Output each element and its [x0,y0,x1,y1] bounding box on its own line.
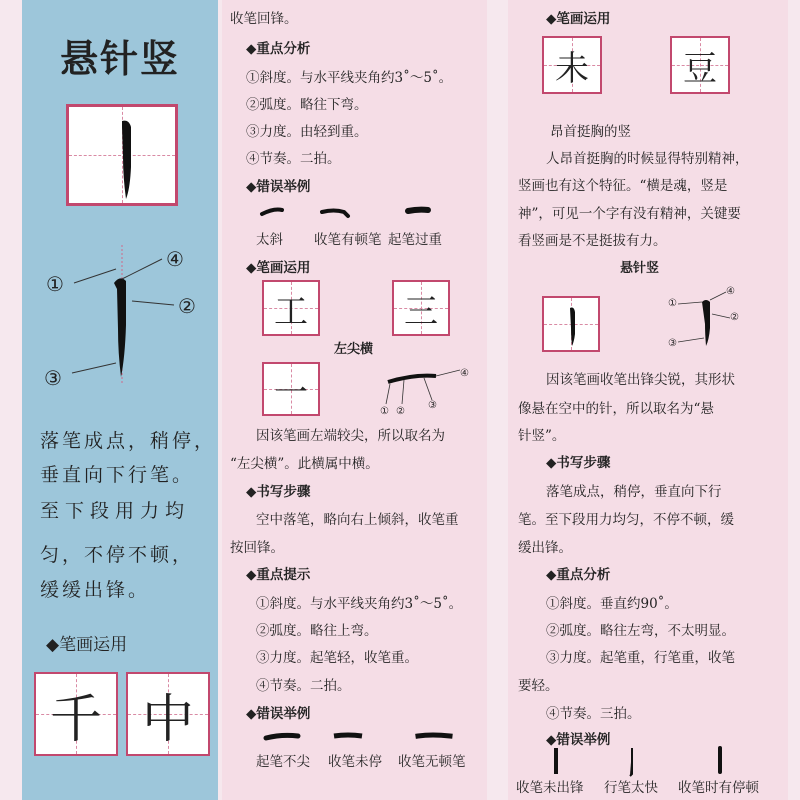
desc-line-3: 至下段用力均 [40,500,191,522]
usage-heading: ◆笔画运用 [46,635,128,655]
mid-heading-steps: ◆书写步骤 [246,484,311,500]
mid-error-label-1: 太斜 [256,232,283,248]
right-analysis-5: ④节奏。三拍。 [546,706,641,722]
right-error-strokes [508,744,788,778]
desc-line-4: 匀，不停不顿， [40,544,195,566]
mid-error-strokes-2 [222,726,487,756]
mid-para-2: “左尖横”。此横属中横。 [230,456,379,472]
mid-sub-callout-4: ④ [460,368,469,379]
mid-heading-points: ◆重点提示 [246,567,311,583]
right-usage-grid-2 [670,36,730,94]
callout-3: ③ [44,366,62,390]
mid-point-3: ③力度。起笔轻，收笔重。 [256,650,418,666]
right-error-label-3: 收笔时有停顿 [678,780,759,796]
mid-steps-2: 按回锋。 [230,540,284,556]
main-stroke-grid [66,104,178,206]
mid-point-4: ④节奏。二拍。 [256,678,351,694]
mid-error-label-3: 起笔过重 [388,232,442,248]
usage-char-1: 千 [49,689,102,750]
mid-error2-label-1: 起笔不尖 [256,754,310,770]
stroke-illustration [69,107,181,209]
right-analysis-4: 要轻。 [518,678,559,694]
right-usage-grid-1 [542,36,602,94]
right-para-7: 针竖”。 [518,428,566,444]
mid-heading-errors: ◆错误举例 [246,179,311,195]
desc-line-1: 落笔成点，稍停， [40,430,217,452]
mid-usage-grid-2 [392,280,450,336]
right-steps-1: 落笔成点，稍停，垂直向下行 [546,484,722,500]
mid-heading-analysis: ◆重点分析 [246,41,311,57]
mid-usage-grid-1 [262,280,320,336]
right-para-2: 竖画也有这个特征。“横是魂，竖是 [518,178,728,194]
mid-usage-char-1: 工 [274,291,308,332]
mid-analysis-3: ③力度。由轻到重。 [246,124,368,140]
right-heading-analysis: ◆重点分析 [546,567,611,583]
right-usage-char-1: 未 [555,48,589,89]
middle-column [222,0,487,800]
mid-heading-errors-2: ◆错误举例 [246,706,311,722]
right-heading-errors: ◆错误举例 [546,732,611,748]
right-heading-steps: ◆书写步骤 [546,455,611,471]
right-sub-callout-4: ④ [726,286,735,297]
right-para-1: 人昂首挺胸的时候显得特别精神， [546,151,749,167]
desc-line-2: 垂直向下行笔。 [40,464,195,486]
right-sub-stroke [544,298,602,354]
right-error-label-1: 收笔未出锋 [516,780,584,796]
callout-4: ④ [166,247,184,271]
page-title: 悬针竖 [59,37,180,81]
right-sub-callout-2: ② [730,312,739,323]
left-panel [22,0,218,800]
mid-steps-1: 空中落笔，略向右上倾斜，收笔重 [256,512,459,528]
mid-para-1: 因该笔画左端较尖，所以取名为 [256,428,445,444]
right-error-label-2: 行笔太快 [604,780,658,796]
right-analysis-1: ①斜度。垂直约90˚。 [546,596,678,612]
mid-sub-callout-2: ② [396,406,405,417]
right-analysis-3: ③力度。起笔重，行笔重，收笔 [546,650,735,666]
right-para-6: 像悬在空中的针，所以取名为“悬 [518,401,714,417]
callout-2: ② [178,294,196,318]
right-steps-3: 缓出锋。 [518,540,572,556]
usage-grid-1 [34,672,118,756]
right-subtitle-2: 悬针竖 [620,261,660,276]
mid-heading-usage: ◆笔画运用 [246,260,311,276]
mid-error2-label-3: 收笔无顿笔 [398,754,466,770]
mid-subtitle: 左尖横 [334,342,374,357]
mid-analysis-4: ④节奏。二拍。 [246,151,341,167]
right-para-3: 神”，可见一个字有没有精神，关键要 [518,206,741,222]
right-heading-usage: ◆笔画运用 [546,11,611,27]
usage-grid-2 [126,672,210,756]
right-para-4: 看竖画是不是挺拔有力。 [518,233,667,249]
mid-sub-diagram [374,366,474,416]
right-sub-callout-1: ① [668,298,677,309]
mid-analysis-1: ①斜度。与水平线夹角约3˚～5˚。 [246,70,453,86]
callout-1: ① [46,272,64,296]
mid-sub-callout-1: ① [380,406,389,417]
right-subtitle-1: 昂首挺胸的竖 [550,124,631,140]
right-column [508,0,788,800]
mid-sub-grid [262,362,320,416]
right-steps-2: 笔。至下段用力均匀，不停不顿，缓 [518,512,734,528]
right-sub-callout-3: ③ [668,338,677,349]
mid-error-label-2: 收笔有顿笔 [314,232,382,248]
right-usage-char-2: 豆 [683,48,717,89]
mid-error2-label-2: 收笔未停 [328,754,382,770]
mid-point-2: ②弧度。略往上弯。 [256,623,378,639]
mid-analysis-2: ②弧度。略往下弯。 [246,97,368,113]
mid-sub-callout-3: ③ [428,400,437,411]
right-para-5: 因该笔画收笔出锋尖锐，其形状 [546,372,735,388]
mid-line-finish: 收笔回锋。 [230,11,298,27]
usage-char-2: 中 [141,689,194,750]
right-sub-grid [542,296,600,352]
right-analysis-2: ②弧度。略往左弯，不太明显。 [546,623,735,639]
mid-point-1: ①斜度。与水平线夹角约3˚～5˚。 [256,596,463,612]
desc-line-5: 缓缓出锋。 [40,579,151,601]
mid-usage-char-2: 三 [404,291,438,332]
mid-sub-char: 一 [274,372,308,413]
